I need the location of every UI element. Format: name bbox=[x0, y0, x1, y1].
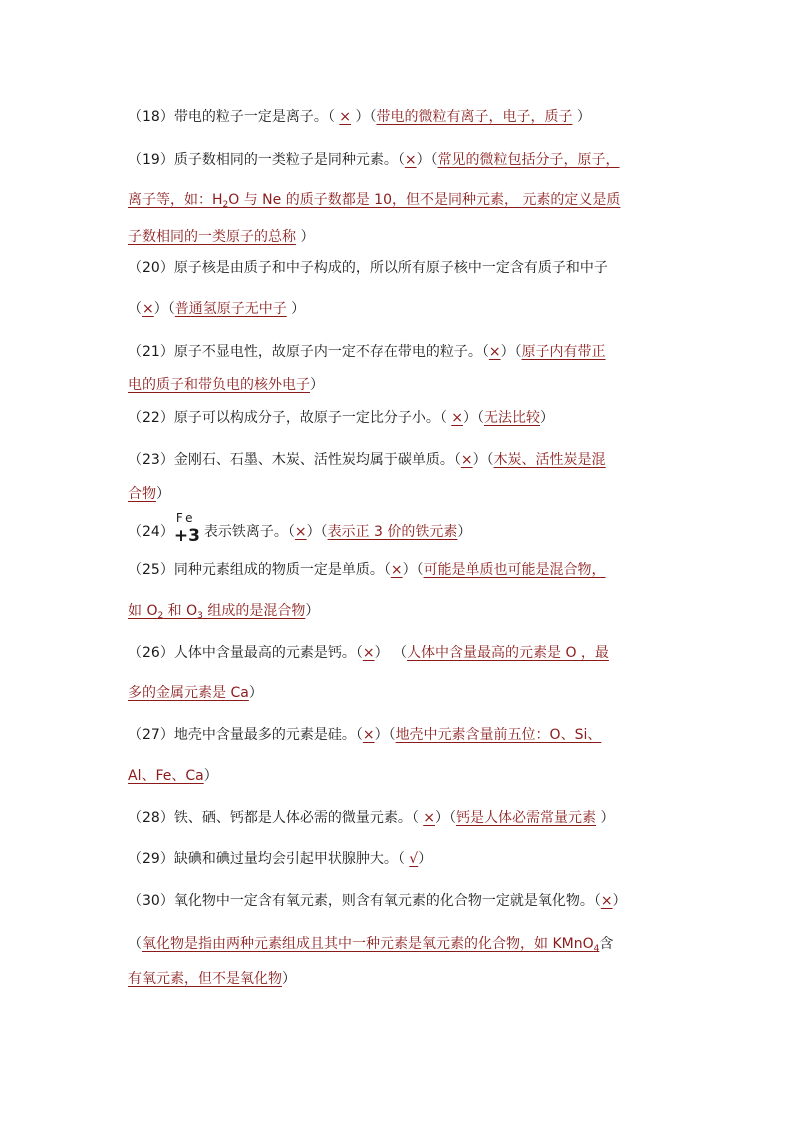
item-text: ） bbox=[310, 377, 324, 393]
subscript: 2 bbox=[222, 200, 229, 210]
item-text: （ bbox=[128, 936, 142, 952]
item-19-line-3 bbox=[128, 227, 314, 247]
answer-mark: × bbox=[362, 645, 375, 661]
item-30-line-3 bbox=[128, 969, 296, 989]
answer-explanation: O 与 Ne 的质子数都是 10，但不是同种元素， 元素的定义是质 bbox=[228, 192, 621, 208]
element-symbol: Fe bbox=[175, 511, 196, 525]
item-text: ） bbox=[457, 524, 472, 540]
item-text: 表示铁离子。（ bbox=[203, 524, 295, 540]
valence-symbol bbox=[173, 511, 204, 546]
answer-explanation: 离子等，如：H bbox=[128, 192, 223, 208]
answer-explanation: 常见的微粒包括分子，原子， bbox=[437, 152, 620, 168]
item-text: （19）质子数相同的一类粒子是同种元素。（ bbox=[128, 152, 405, 168]
item-text: （24） bbox=[128, 524, 174, 540]
item-text: ） （ bbox=[374, 645, 408, 661]
item-19 bbox=[128, 150, 620, 170]
item-text: （30）氧化物中一定含有氧元素，则含有氧元素的化合物一定就是氧化物。（ bbox=[128, 893, 601, 909]
item-text: ） bbox=[282, 971, 296, 987]
answer-explanation bbox=[142, 936, 599, 952]
item-text: ） bbox=[248, 685, 263, 701]
item-text: （23）金刚石、石墨、木炭、活性炭均属于碳单质。（ bbox=[128, 452, 461, 468]
item-text: ） bbox=[286, 301, 306, 317]
item-text: ） bbox=[296, 229, 315, 245]
item-20-line-2 bbox=[128, 299, 305, 319]
answer-mark: × bbox=[294, 524, 307, 540]
item-29 bbox=[128, 849, 432, 869]
item-text: ） bbox=[572, 109, 591, 125]
answer-mark: √ bbox=[409, 851, 419, 867]
item-text: （20）原子核是由质子和中子构成的，所以所有原子核中一定含有质子和中子 bbox=[128, 260, 608, 276]
item-text: （ bbox=[128, 301, 142, 317]
item-text: ） bbox=[596, 810, 615, 826]
answer-explanation: 多的金属元素是 Ca bbox=[128, 685, 249, 701]
item-19-line-2 bbox=[128, 190, 620, 210]
item-text: ）（ bbox=[435, 810, 456, 826]
answer-explanation: 无法比较 bbox=[484, 410, 540, 426]
answer-mark: × bbox=[142, 301, 154, 317]
answer-explanation: 有氧元素，但不是氧化物 bbox=[128, 971, 282, 987]
answer-mark: × bbox=[423, 810, 435, 826]
answer-explanation: 钙是人体必需常量元素 bbox=[456, 810, 596, 826]
item-23-line-2 bbox=[128, 484, 170, 504]
item-text: （18）带电的粒子一定是离子。（ bbox=[128, 109, 340, 125]
item-text: ）（ bbox=[374, 727, 396, 743]
item-text: ）（ bbox=[306, 524, 328, 540]
answer-mark: × bbox=[390, 562, 403, 578]
item-text: ） bbox=[203, 768, 218, 784]
item-26 bbox=[128, 643, 609, 663]
answer-text: 组成的是混合物 bbox=[202, 603, 306, 619]
item-text: ）（ bbox=[402, 562, 424, 578]
item-text: （29）缺碘和碘过量均会引起甲状腺肿大。（ bbox=[128, 851, 410, 867]
answer-mark: × bbox=[362, 727, 375, 743]
answer-mark: × bbox=[600, 893, 613, 909]
subscript: 3 bbox=[197, 611, 203, 621]
item-30 bbox=[128, 891, 627, 911]
item-20 bbox=[128, 258, 608, 278]
answer-text: 如 O bbox=[128, 603, 158, 619]
item-25-line-2 bbox=[128, 601, 319, 621]
item-text: ） bbox=[305, 603, 320, 619]
answer-explanation: 原子内有带正 bbox=[521, 344, 606, 360]
item-27-line-2 bbox=[128, 766, 218, 786]
answer-explanation: 可能是单质也可能是混合物， bbox=[423, 562, 606, 578]
item-18 bbox=[128, 107, 591, 127]
answer-mark: × bbox=[488, 344, 501, 360]
item-text: ）（ bbox=[500, 344, 522, 360]
item-text: ）（ bbox=[153, 301, 175, 317]
answer-explanation: Al、Fe、Ca bbox=[128, 768, 204, 784]
answer-explanation: 电的质子和带负电的核外电子 bbox=[128, 377, 310, 393]
valence-number: +3 bbox=[173, 526, 200, 546]
answer-explanation: 带电的微粒有离子，电子，质子 bbox=[376, 109, 573, 125]
item-text: （27）地壳中含量最多的元素是硅。（ bbox=[128, 727, 363, 743]
item-23 bbox=[128, 450, 606, 470]
subscript: 2 bbox=[157, 611, 164, 621]
answer-explanation: 人体中含量最高的元素是 O ，最 bbox=[407, 645, 609, 661]
item-text: ） bbox=[418, 851, 433, 867]
answer-mark: × bbox=[404, 152, 417, 168]
item-text: ）（ bbox=[472, 452, 494, 468]
answer-explanation: 表示正 3 价的铁元素 bbox=[327, 524, 458, 540]
answer-mark: × bbox=[339, 109, 351, 125]
item-27 bbox=[128, 725, 601, 745]
item-text: ） bbox=[612, 893, 627, 909]
item-text: ）（ bbox=[416, 152, 438, 168]
item-text: ） bbox=[156, 486, 170, 502]
answer-explanation: 子数相同的一类原子的总称 bbox=[128, 229, 296, 245]
item-30-line-2 bbox=[128, 934, 613, 954]
item-24 bbox=[128, 511, 472, 546]
answer-mark: × bbox=[460, 452, 473, 468]
item-21-line-2 bbox=[128, 375, 324, 395]
item-text: （26）人体中含量最高的元素是钙。（ bbox=[128, 645, 363, 661]
item-text: （28）铁、硒、钙都是人体必需的微量元素。（ bbox=[128, 810, 424, 826]
item-text: ）（ bbox=[463, 410, 484, 426]
answer-explanation: 合物 bbox=[128, 486, 156, 502]
answer-explanation bbox=[128, 603, 305, 619]
answer-explanation: 普通氢原子无中子 bbox=[174, 301, 287, 317]
subscript: 4 bbox=[593, 944, 600, 954]
item-text: （21）原子不显电性，故原子内一定不存在带电的粒子。（ bbox=[128, 344, 489, 360]
item-text: （25）同种元素组成的物质一定是单质。（ bbox=[128, 562, 391, 578]
item-22 bbox=[128, 408, 554, 428]
answer-explanation: 地壳中元素含量前五位：O、Si、 bbox=[395, 727, 602, 743]
item-26-line-2 bbox=[128, 683, 263, 703]
answer-explanation: 木炭、活性炭是混 bbox=[493, 452, 606, 468]
item-28 bbox=[128, 808, 614, 828]
answer-text: 氧化物是指由两种元素组成且其中一种元素是氧元素的化合物，如 KMnO bbox=[142, 936, 594, 952]
item-text: ）（ bbox=[351, 109, 377, 125]
answer-mark: × bbox=[451, 410, 463, 426]
item-25 bbox=[128, 560, 606, 580]
item-text: （22）原子可以构成分子，故原子一定比分子小。（ bbox=[128, 410, 452, 426]
item-text: ） bbox=[540, 410, 554, 426]
answer-text: 和 O bbox=[163, 603, 198, 619]
item-text: 含 bbox=[599, 936, 614, 952]
item-21 bbox=[128, 342, 606, 362]
